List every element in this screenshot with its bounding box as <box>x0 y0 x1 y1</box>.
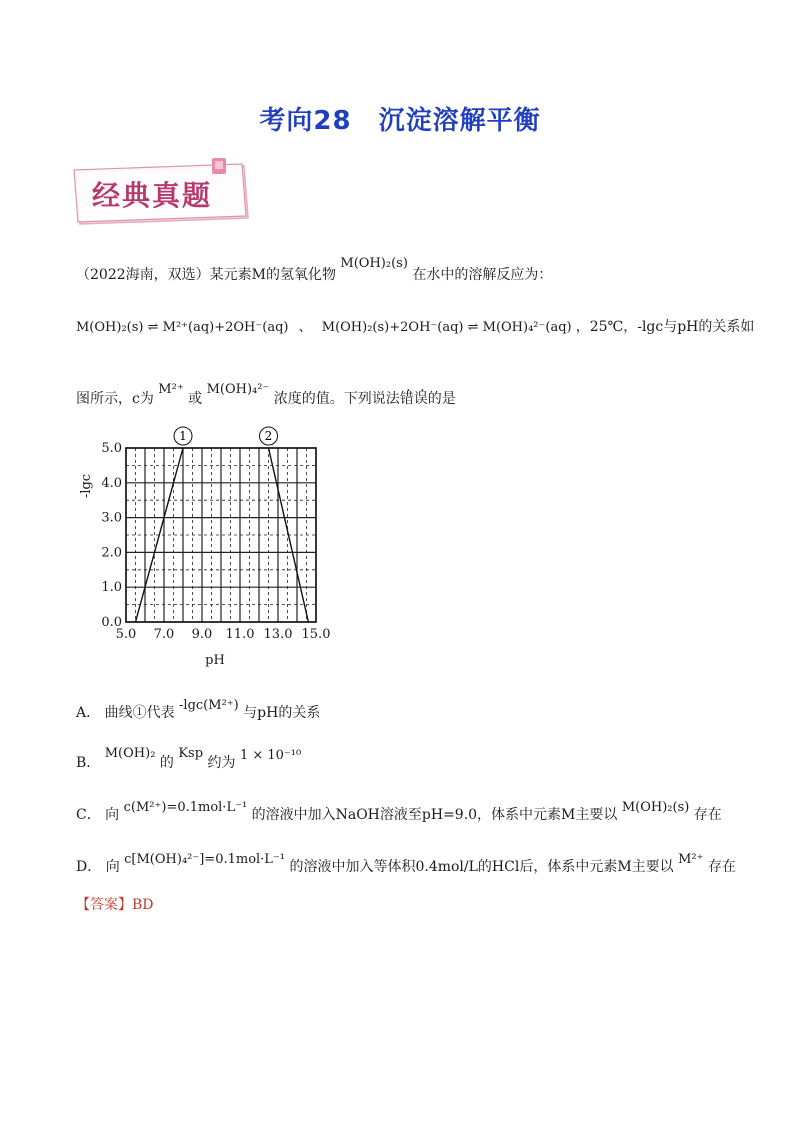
line3-post-b: 的是 <box>427 391 456 407</box>
answer-value: BD <box>132 897 154 913</box>
y-tick-label: 4.0 <box>101 475 122 491</box>
equations-line <box>76 316 754 336</box>
x-tick-label: 7.0 <box>153 627 175 642</box>
question-intro <box>76 256 553 284</box>
option-c-pre: 向 <box>105 807 120 823</box>
answer-tag: 【答案】 <box>76 897 132 913</box>
y-tick-label: 2.0 <box>101 545 122 561</box>
option-a-formula: -lgc(M²⁺) <box>179 698 239 713</box>
option-b-mid: 约为 <box>207 755 236 771</box>
option-b <box>76 746 302 772</box>
option-b-ksp: Ksp <box>178 746 204 761</box>
page-title: 考向28 沉淀溶解平衡 <box>259 106 541 136</box>
option-b-label: B． <box>76 755 101 771</box>
y-tick-label: 3.0 <box>101 510 122 526</box>
y-tick-label: 5.0 <box>101 441 122 456</box>
option-b-de: 的 <box>159 755 174 771</box>
line3-or: 或 <box>188 391 203 407</box>
option-b-value: 1 × 10⁻¹⁰ <box>239 748 302 763</box>
x-tick-label: 11.0 <box>225 627 255 642</box>
equation-2: M(OH)₂(s)+2OH⁻(aq) ⇌ M(OH)₄²⁻(aq) <box>321 320 572 335</box>
equation-1: M(OH)₂(s) ⇌ M²⁺(aq)+2OH⁻(aq) <box>76 320 289 335</box>
option-d-post: 存在 <box>707 859 736 875</box>
x-tick-label: 15.0 <box>301 627 330 642</box>
intro-formula: M(OH)₂(s) <box>340 256 408 271</box>
option-d-formula2: M²⁺ <box>678 852 704 867</box>
y-tick-label: 0.0 <box>101 615 122 630</box>
option-b-formula: M(OH)₂ <box>104 746 156 761</box>
option-a-pre: 曲线①代表 <box>104 705 175 721</box>
banner-label: 经典真题 <box>92 179 213 212</box>
option-c-formula: c(M²⁺)=0.1mol·L⁻¹ <box>123 800 248 815</box>
ph-lgc-chart <box>70 422 330 672</box>
option-a-post: 与pH的关系 <box>243 705 321 721</box>
option-d-label: D． <box>76 859 102 875</box>
option-d-formula: c[M(OH)₄²⁻]=0.1mol·L⁻¹ <box>124 852 286 867</box>
x-tick-label: 9.0 <box>191 627 213 642</box>
x-tick-label: 13.0 <box>263 627 293 642</box>
emphasis-char-2: 误 <box>413 391 428 407</box>
y-tick-label: 1.0 <box>101 580 122 596</box>
series-label: 1 <box>179 429 187 443</box>
question-line-3 <box>76 382 456 408</box>
series-label: 2 <box>264 429 273 443</box>
option-a <box>76 698 321 722</box>
section-banner <box>72 158 252 230</box>
line3-pre: 图所示，c为 <box>76 391 154 407</box>
option-c-formula2: M(OH)₂(s) <box>621 800 690 815</box>
intro-text-post: 在水中的溶解反应为： <box>412 267 553 283</box>
option-d-pre: 向 <box>105 859 120 875</box>
equation-separator: 、 <box>298 320 312 335</box>
x-axis-label: pH <box>205 653 225 668</box>
option-c <box>76 800 722 824</box>
option-c-mid: 的溶液中加入NaOH溶液至pH=9.0，体系中元素M主要以 <box>251 807 618 823</box>
option-c-post: 存在 <box>693 807 722 823</box>
answer-line <box>76 894 154 914</box>
line3-m: M²⁺ <box>158 382 184 397</box>
option-a-label: A． <box>76 705 101 721</box>
option-c-label: C． <box>76 807 101 823</box>
equation-post: ，25℃，-lgc与pH的关系如 <box>575 319 755 335</box>
option-d <box>76 852 736 876</box>
y-axis-label: -lgc <box>79 473 94 499</box>
intro-text-pre: （2022海南，双选）某元素M的氢氧化物 <box>76 267 336 283</box>
line3-m2: M(OH)₄²⁻ <box>206 382 270 397</box>
option-d-mid: 的溶液中加入等体积0.4mol/L的HCl后，体系中元素M主要以 <box>289 859 674 875</box>
line3-post-a: 浓度的值。下列说法 <box>273 391 400 407</box>
x-tick-label: 5.0 <box>115 627 137 642</box>
emphasis-char-1: 错 <box>399 391 414 407</box>
